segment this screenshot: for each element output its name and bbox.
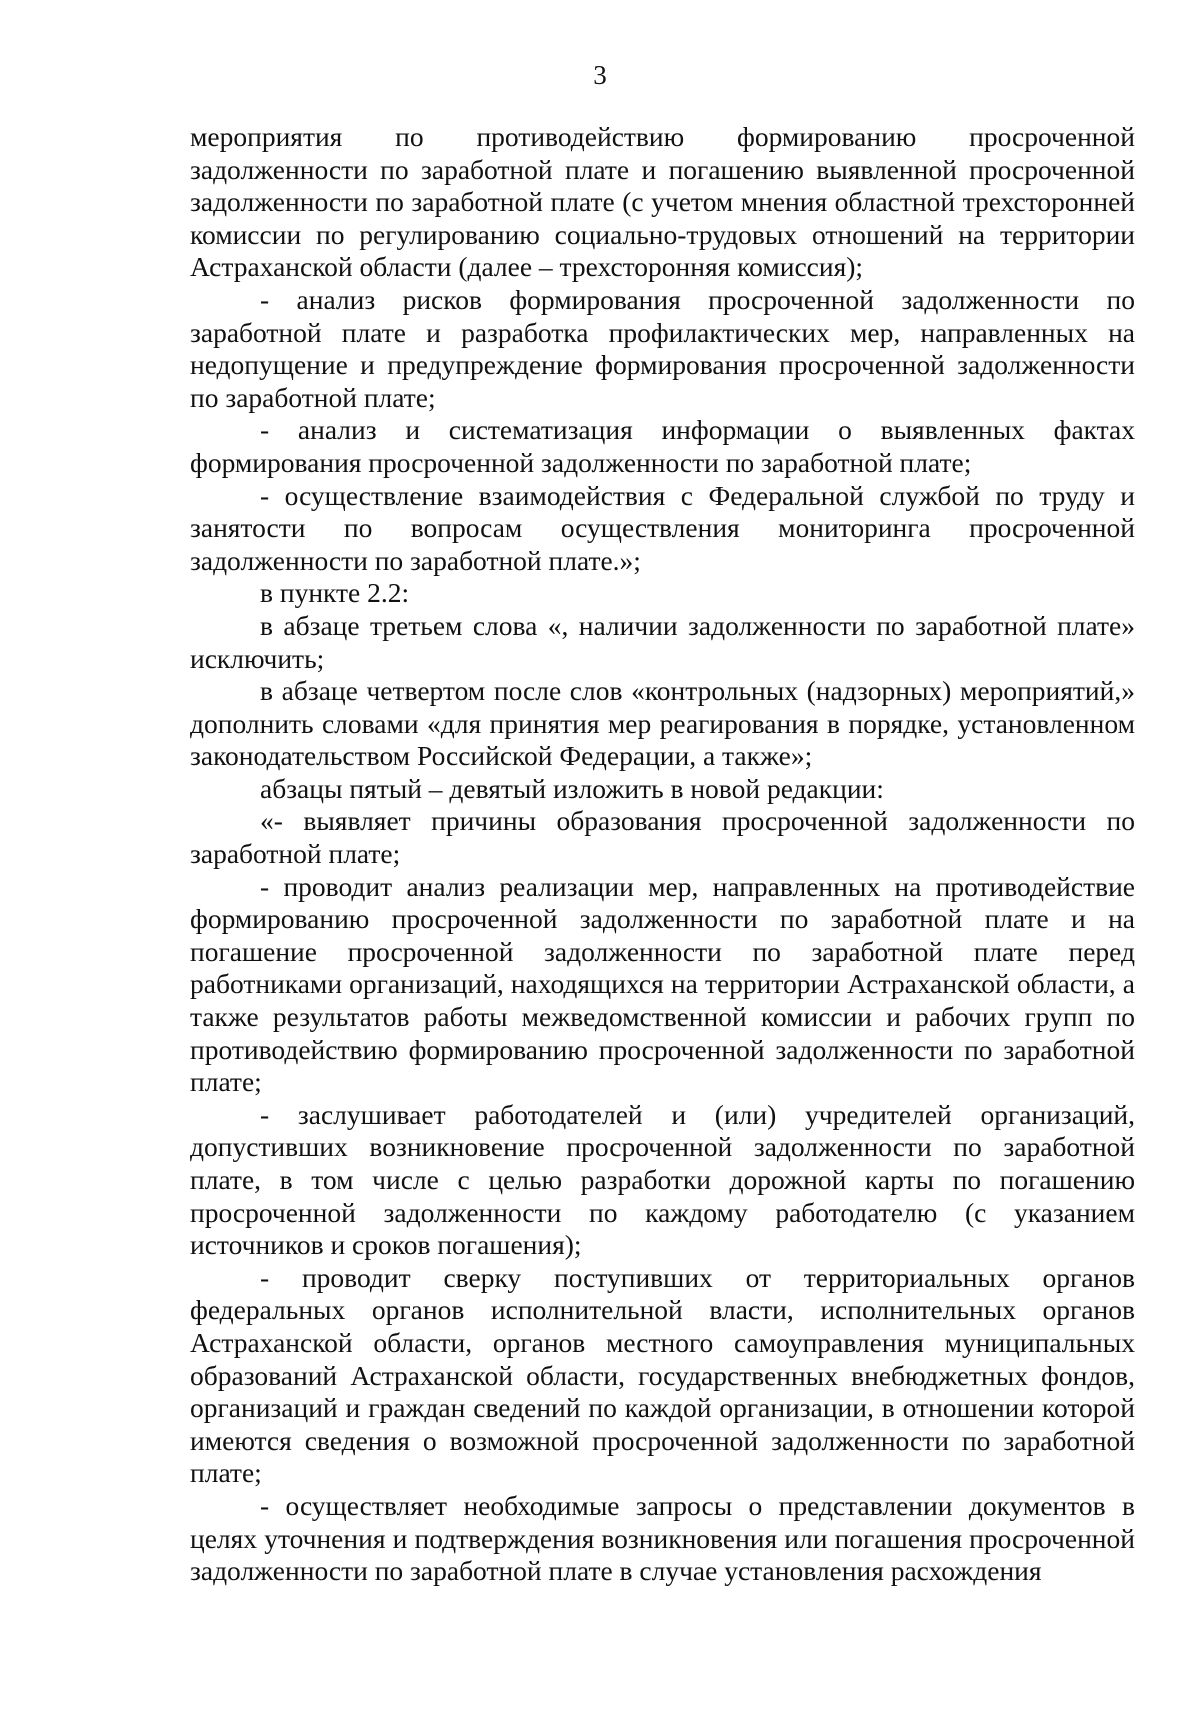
paragraph: в абзаце третьем слова «, наличии задолженности по заработной плате» исключить;	[190, 609, 1135, 674]
paragraph: - проводит анализ реализации мер, направленных на противодействие формированию просроченной задолженности по заработной плате и на погашение просроченной задолженности по заработной плате перед работниками организаций, находящихся на территории Астраханской области, а также результатов работы межведомственной комиссии и рабочих групп по противодействию формированию просроченной задолженности по заработной плате;	[190, 870, 1135, 1098]
paragraph: - осуществление взаимодействия с Федеральной службой по труду и занятости по вопросам осуществления мониторинга просроченной задолженности по заработной плате.»;	[190, 479, 1135, 576]
paragraph: - заслушивает работодателей и (или) учредителей организаций, допустивших возникновение просроченной задолженности по заработной плате, в том числе с целью разработки дорожной карты по погашению просроченной задолженности по каждому работодателю (с указанием источников и сроков погашения);	[190, 1098, 1135, 1261]
paragraph: - проводит сверку поступивших от территориальных органов федеральных органов исполнительной власти, исполнительных органов Астраханской области, органов местного самоуправления муниципальных образований Астраханской области, государственных внебюджетных фондов, организаций и граждан сведений по каждой организации, в отношении которой имеются сведения о возможной просроченной задолженности по заработной плате;	[190, 1261, 1135, 1489]
paragraph: мероприятия по противодействию формированию просроченной задолженности по заработной плате и погашению выявленной просроченной задолженности по заработной плате (с учетом мнения областной трехсторонней комиссии по регулированию социально-трудовых отношений на территории Астраханской области (далее – трехсторонняя комиссия);	[190, 121, 1135, 283]
paragraph: в абзаце четвертом после слов «контрольных (надзорных) мероприятий,» дополнить словами «для принятия мер реагирования в порядке, установленном законодательством Российской Федерации, а также»;	[190, 675, 1135, 772]
paragraph: «- выявляет причины образования просроченной задолженности по заработной плате;	[190, 805, 1135, 870]
paragraph: в пункте 2.2:	[260, 577, 410, 609]
paragraph: - анализ рисков формирования просроченной задолженности по заработной плате и разработка профилактических мер, направленных на недопущение и предупреждение формирования просроченной задолженности по заработной плате;	[190, 283, 1135, 413]
paragraph: - осуществляет необходимые запросы о представлении документов в целях уточнения и подтверждения возникновения или погашения просроченной задолженности по заработной плате в случае установления расхождения	[190, 1489, 1135, 1587]
paragraph: абзацы пятый – девятый изложить в новой редакции:	[260, 772, 884, 804]
document-body	[190, 121, 1135, 1588]
page-number: 3	[593, 60, 607, 90]
paragraph: - анализ и систематизация информации о выявленных фактах формирования просроченной задолженности по заработной плате;	[190, 414, 1135, 478]
